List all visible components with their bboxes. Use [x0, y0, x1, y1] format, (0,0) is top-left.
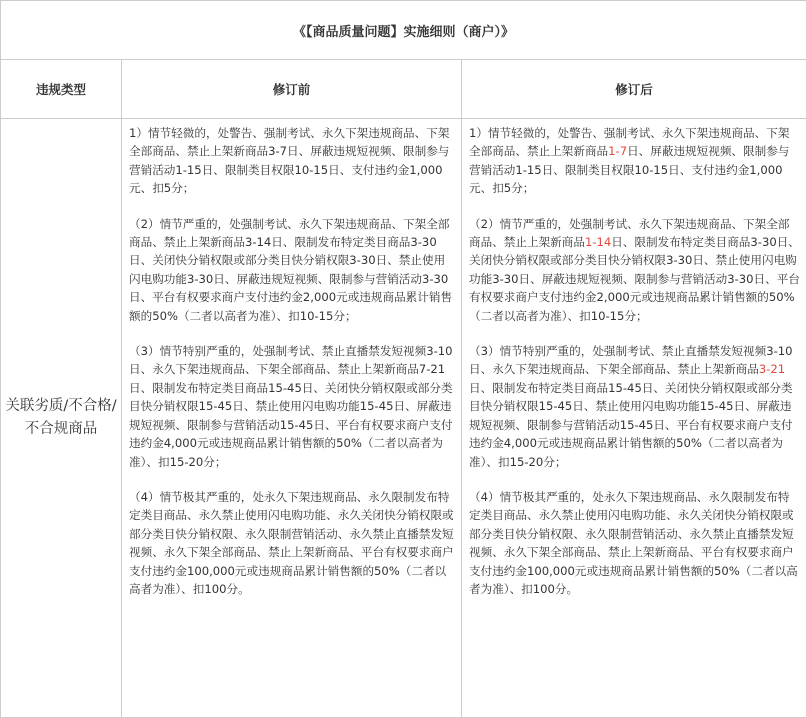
after-clause-2-changed-value: 1-14 [585, 235, 611, 249]
rule-row [1, 119, 806, 718]
after-cell [462, 119, 806, 718]
after-clause-2-text-a: （2）情节严重的，处强制考试、永久下架违规商品、下架全部商品、禁止上架新商品 [469, 217, 789, 249]
after-clause-1-text-b: 日、屏蔽违规短视频、限制参与营销活动1-15日、限制类目权限10-15日、支付违约金1,000元、扣5分； [469, 144, 789, 195]
after-clause-3 [469, 342, 800, 471]
before-cell [122, 119, 462, 718]
header-row [1, 60, 806, 119]
after-clause-1-text-a: 1）情节轻微的，处警告、强制考试、永久下架违规商品、下架全部商品、禁止上架新商品 [469, 126, 789, 158]
after-clause-3-changed-value: 3-21 [759, 362, 785, 376]
header-before: 修订前 [122, 60, 462, 119]
after-clause-4: （4）情节极其严重的，处永久下架违规商品、永久限制发布特定类目商品、永久禁止使用闪电购功能、永久关闭快分销权限或部分类目快分销权限、永久限制营销活动、永久禁止直播禁发短视频、永久下架全部商品、禁止上架新商品、平台有权要求商户支付违约金100,000元或违规商品累计销售额的50%（二者以高者为准）、扣100分。 [469, 488, 800, 598]
after-clause-3-text-a: （3）情节特别严重的，处强制考试、禁止直播禁发短视频3-10日、永久下架违规商品、下架全部商品、禁止上架新商品 [469, 344, 793, 376]
before-clause-2: （2）情节严重的，处强制考试、永久下架违规商品、下架全部商品、禁止上架新商品3-14日、限制发布特定类目商品3-30日、关闭快分销权限或部分类目快分销权限3-30日、禁止使用闪电购功能3-30日、屏蔽违规短视频、限制参与营销活动3-30日、平台有权要求商户支付违约金2,000元或违规商品累计销售额的50%（二者以高者为准）、扣10-15分； [129, 215, 455, 325]
after-clause-1-changed-value: 1-7 [608, 144, 627, 158]
after-clause-1 [469, 124, 800, 198]
after-clause-2-text-b: 日、限制发布特定类目商品3-30日、关闭快分销权限或部分类目快分销权限3-30日、禁止使用闪电购功能3-30日、屏蔽违规短视频、限制参与营销活动3-30日、平台有权要求商户支付违约金2,000元或违规商品累计销售额的50%（二者以高者为准）、扣10-15分； [469, 235, 800, 323]
header-after: 修订后 [462, 60, 806, 119]
after-clause-2 [469, 215, 800, 325]
after-clause-3-text-b: 日、限制发布特定类目商品15-45日、关闭快分销权限或部分类目快分销权限15-45日、禁止使用闪电购功能15-45日、屏蔽违规短视频、限制参与营销活动15-45日、平台有权要求商户支付违约金4,000元或违规商品累计销售额的50%（二者以高者为准）、扣15-20分； [469, 381, 793, 469]
title-row [1, 1, 806, 60]
violation-type-cell: 关联劣质/不合格/不合规商品 [1, 119, 122, 718]
before-clause-4: （4）情节极其严重的，处永久下架违规商品、永久限制发布特定类目商品、永久禁止使用闪电购功能、永久关闭快分销权限或部分类目快分销权限、永久限制营销活动、永久禁止直播禁发短视频、永久下架全部商品、禁止上架新商品、平台有权要求商户支付违约金100,000元或违规商品累计销售额的50%（二者以高者为准）、扣100分。 [129, 488, 455, 598]
header-violation-type: 违规类型 [1, 60, 122, 119]
document-title: 《【商品质量问题】实施细则（商户）》 [1, 1, 806, 60]
before-clause-3: （3）情节特别严重的，处强制考试、禁止直播禁发短视频3-10日、永久下架违规商品、下架全部商品、禁止上架新商品7-21日、限制发布特定类目商品15-45日、关闭快分销权限或部分类目快分销权限15-45日、禁止使用闪电购功能15-45日、屏蔽违规短视频、限制参与营销活动15-45日、平台有权要求商户支付违约金4,000元或违规商品累计销售额的50%（二者以高者为准）、扣15-20分； [129, 342, 455, 471]
before-clause-1: 1）情节轻微的，处警告、强制考试、永久下架违规商品、下架全部商品、禁止上架新商品3-7日、屏蔽违规短视频、限制参与营销活动1-15日、限制类目权限10-15日、支付违约金1,000元、扣5分； [129, 124, 455, 198]
